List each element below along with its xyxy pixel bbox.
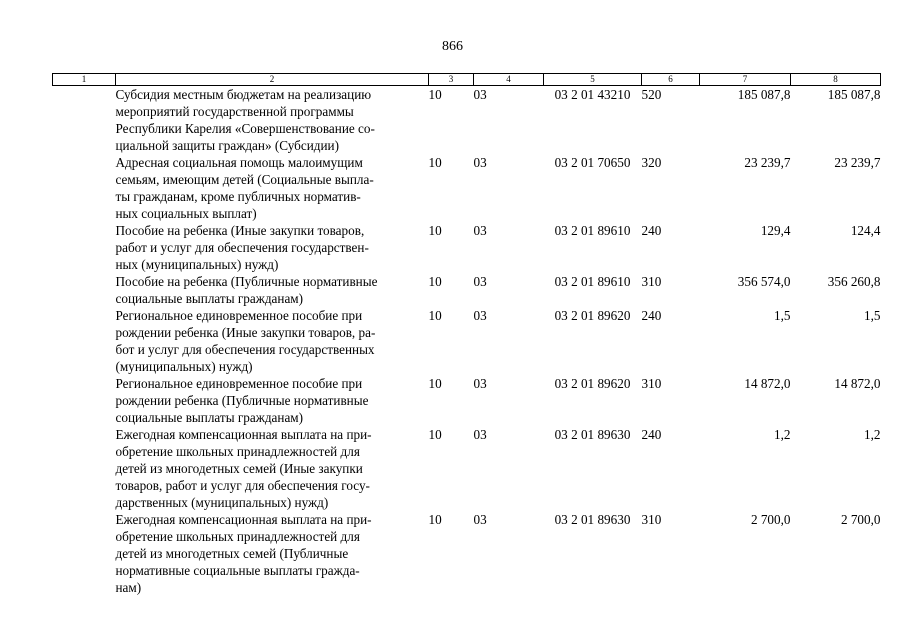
row-number-cell: [53, 273, 116, 307]
row-name-line: Ежегодная компенсационная выплата на при-: [115, 512, 372, 527]
row-name-line: семьям, имеющим детей (Социальные выпла-: [115, 172, 374, 187]
section-code: 10: [428, 427, 442, 442]
row-name-line: бот и услуг для обеспечения государственных: [115, 342, 375, 357]
column-header: 3: [429, 74, 474, 86]
expense-type-code: 310: [641, 512, 662, 527]
subsection-code: 03: [473, 512, 487, 527]
row-name-line: ных (муниципальных) нужд): [115, 257, 279, 272]
amount-year-2: 124,4: [850, 223, 881, 238]
expense-type-code: 310: [641, 376, 662, 391]
table-row: [53, 222, 881, 273]
target-article-code: 03 2 01 70650: [554, 155, 631, 170]
table-body: [53, 86, 881, 597]
target-article-code: 03 2 01 89610: [554, 223, 631, 238]
table-row: [53, 154, 881, 222]
row-name-cell: [116, 375, 429, 426]
section-code: 10: [428, 512, 442, 527]
subsection-code: 03: [473, 376, 487, 391]
table-row: [53, 375, 881, 426]
row-name-cell: [116, 222, 429, 273]
page-number: 866: [442, 39, 463, 54]
row-name-line: мероприятий государственной программы: [115, 104, 354, 119]
column-header: 2: [116, 74, 429, 86]
row-number-cell: [53, 86, 116, 155]
row-name-cell: [116, 511, 429, 596]
expense-type-code: 240: [641, 427, 662, 442]
section-code: 10: [428, 308, 442, 323]
row-name-line: нам): [115, 580, 142, 595]
row-name-cell: [116, 426, 429, 511]
row-name-line: дарственных (муниципальных) нужд): [115, 495, 329, 510]
row-name-line: социальные выплаты гражданам): [115, 291, 304, 306]
amount-year-2: 1,2: [864, 427, 881, 442]
subsection-code: 03: [473, 223, 487, 238]
target-article-code: 03 2 01 89620: [554, 376, 631, 391]
expense-type-code: 310: [641, 274, 662, 289]
column-header: 8: [791, 74, 881, 86]
amount-year-1: 14 872,0: [744, 376, 791, 391]
amount-year-2: 2 700,0: [840, 512, 881, 527]
row-name-cell: [116, 86, 429, 155]
row-name-line: Ежегодная компенсационная выплата на при-: [115, 427, 372, 442]
row-name-line: товаров, работ и услуг для обеспечения госу-: [115, 478, 370, 493]
row-name-line: циальной защиты граждан» (Субсидии): [115, 138, 339, 153]
amount-year-2: 185 087,8: [827, 87, 881, 102]
row-number-cell: [53, 307, 116, 375]
target-article-code: 03 2 01 89610: [554, 274, 631, 289]
row-name-line: нормативные социальные выплаты гражда-: [115, 563, 360, 578]
amount-year-2: 356 260,8: [827, 274, 881, 289]
budget-table: [52, 73, 881, 596]
row-name-line: обретение школьных принадлежностей для: [115, 529, 360, 544]
table-row: [53, 273, 881, 307]
row-name-line: Адресная социальная помощь малоимущим: [115, 155, 363, 170]
table-row: [53, 511, 881, 596]
row-number-cell: [53, 222, 116, 273]
amount-year-1: 129,4: [760, 223, 791, 238]
section-code: 10: [428, 376, 442, 391]
row-name-line: Пособие на ребенка (Публичные нормативные: [115, 274, 378, 289]
amount-year-2: 1,5: [864, 308, 881, 323]
target-article-code: 03 2 01 43210: [554, 87, 631, 102]
target-article-code: 03 2 01 89630: [554, 512, 631, 527]
row-name-cell: [116, 307, 429, 375]
subsection-code: 03: [473, 87, 487, 102]
amount-year-1: 1,5: [774, 308, 791, 323]
row-number-cell: [53, 154, 116, 222]
amount-year-2: 23 239,7: [834, 155, 881, 170]
row-name-line: Региональное единовременное пособие при: [115, 308, 363, 323]
amount-year-1: 23 239,7: [744, 155, 791, 170]
row-name-line: Субсидия местным бюджетам на реализацию: [115, 87, 372, 102]
subsection-code: 03: [473, 274, 487, 289]
row-name-line: ты гражданам, кроме публичных норматив-: [115, 189, 361, 204]
row-name-cell: [116, 154, 429, 222]
expense-type-code: 520: [641, 87, 662, 102]
expense-type-code: 240: [641, 308, 662, 323]
section-code: 10: [428, 274, 442, 289]
expense-type-code: 240: [641, 223, 662, 238]
amount-year-1: 185 087,8: [737, 87, 791, 102]
table-row: [53, 86, 881, 155]
section-code: 10: [428, 155, 442, 170]
row-name-line: Республики Карелия «Совершенствование со-: [115, 121, 375, 136]
row-name-line: рождении ребенка (Иные закупки товаров, ра-: [115, 325, 376, 340]
column-header: 4: [474, 74, 544, 86]
row-name-line: Региональное единовременное пособие при: [115, 376, 363, 391]
row-name-line: обретение школьных принадлежностей для: [115, 444, 360, 459]
subsection-code: 03: [473, 427, 487, 442]
row-name-line: (муниципальных) нужд): [115, 359, 253, 374]
column-header: 7: [700, 74, 791, 86]
column-header: 5: [544, 74, 642, 86]
section-code: 10: [428, 87, 442, 102]
amount-year-1: 2 700,0: [750, 512, 791, 527]
table-row: [53, 426, 881, 511]
row-number-cell: [53, 375, 116, 426]
amount-year-1: 1,2: [774, 427, 791, 442]
section-code: 10: [428, 223, 442, 238]
subsection-code: 03: [473, 308, 487, 323]
column-header: 6: [642, 74, 700, 86]
expense-type-code: 320: [641, 155, 662, 170]
row-name-line: детей из многодетных семей (Публичные: [115, 546, 349, 561]
table-row: [53, 307, 881, 375]
row-name-line: рождении ребенка (Публичные нормативные: [115, 393, 369, 408]
target-article-code: 03 2 01 89620: [554, 308, 631, 323]
amount-year-2: 14 872,0: [834, 376, 881, 391]
row-name-cell: [116, 273, 429, 307]
row-name-line: детей из многодетных семей (Иные закупки: [115, 461, 363, 476]
row-name-line: Пособие на ребенка (Иные закупки товаров,: [115, 223, 365, 238]
row-name-line: социальные выплаты гражданам): [115, 410, 304, 425]
amount-year-1: 356 574,0: [737, 274, 791, 289]
subsection-code: 03: [473, 155, 487, 170]
row-name-line: ных социальных выплат): [115, 206, 257, 221]
row-name-line: работ и услуг для обеспечения государствен-: [115, 240, 369, 255]
row-number-cell: [53, 511, 116, 596]
header-row: [53, 74, 881, 86]
target-article-code: 03 2 01 89630: [554, 427, 631, 442]
table-header: [53, 74, 881, 86]
row-number-cell: [53, 426, 116, 511]
column-header: 1: [53, 74, 116, 86]
